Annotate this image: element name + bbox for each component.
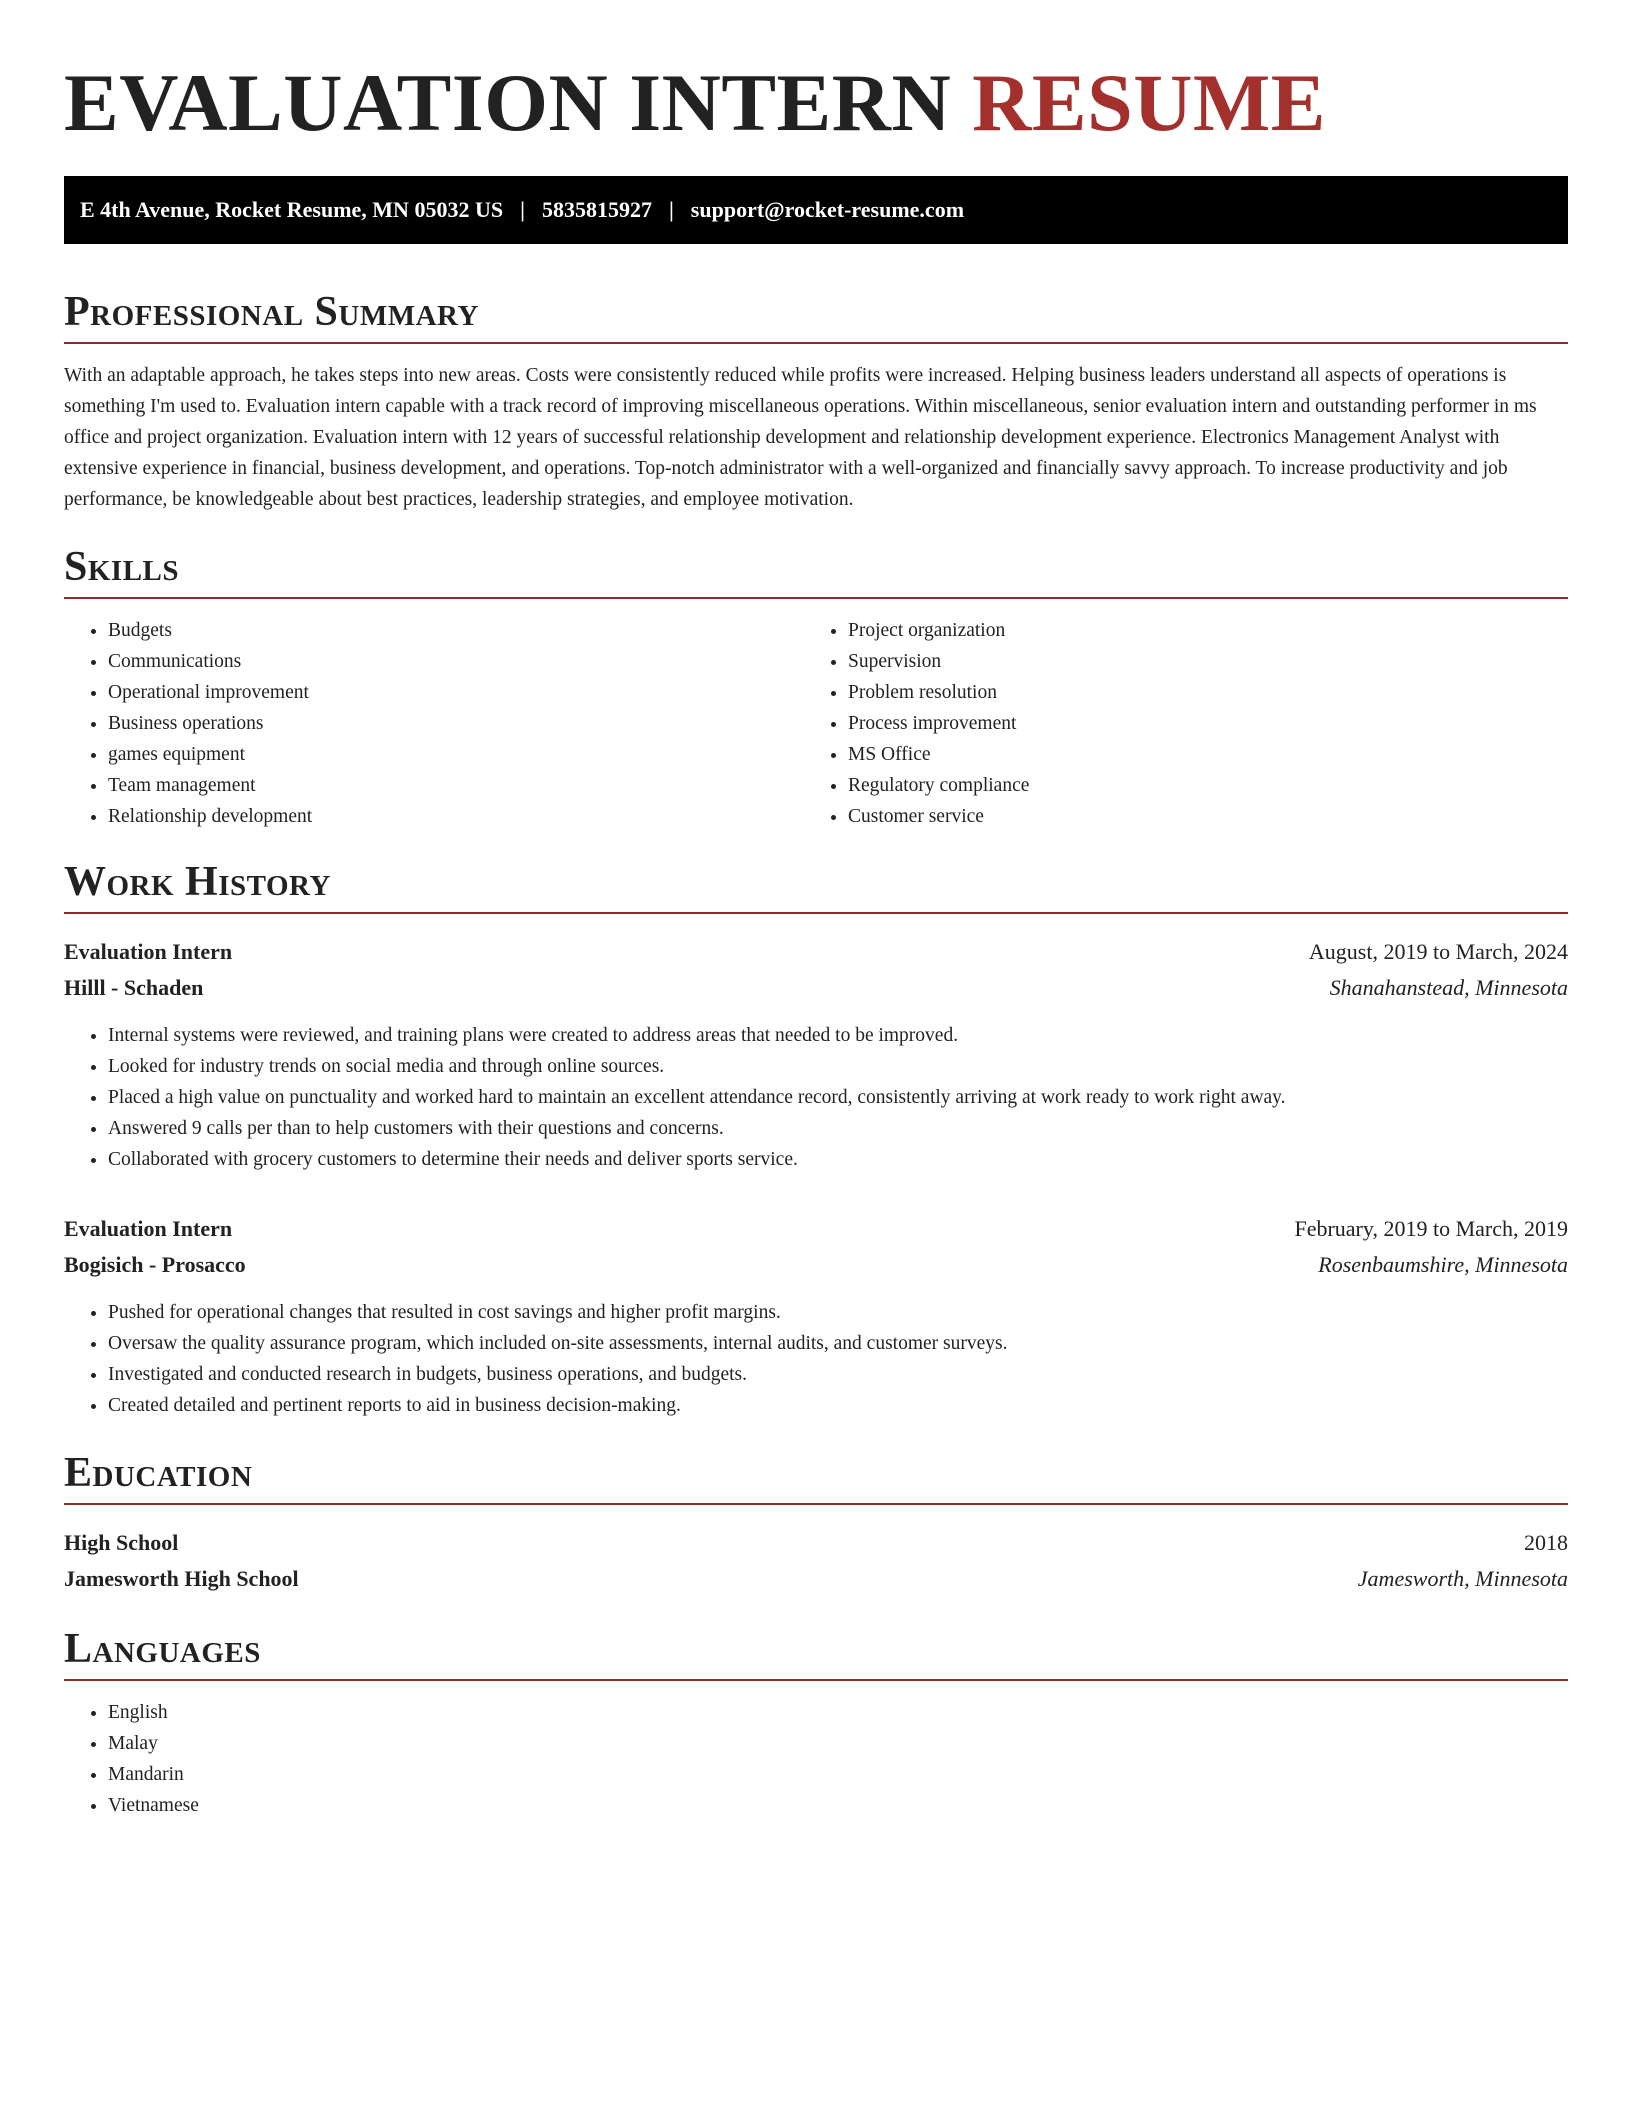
skill-item: • Project organization	[848, 615, 1544, 646]
job-company-row	[64, 970, 1568, 1006]
skill-item: • Supervision	[848, 646, 1544, 677]
contact-email: support@rocket-resume.com	[690, 197, 965, 222]
education-heading: Education	[64, 1449, 1568, 1505]
skill-item: • Business operations	[108, 708, 804, 739]
contact-bar	[64, 176, 1568, 244]
job-duty: • Internal systems were reviewed, and training plans were created to address areas that needed to be improved.	[108, 1020, 1568, 1051]
job-duty: • Answered 9 calls per than to help customers with their questions and concerns.	[108, 1113, 1568, 1144]
skill-item: • games equipment	[108, 739, 804, 770]
job-entry	[64, 1211, 1568, 1421]
job-title: Evaluation Intern	[64, 1216, 233, 1241]
job-title: Evaluation Intern	[64, 939, 233, 964]
job-entry	[64, 934, 1568, 1175]
job-company-row	[64, 1247, 1568, 1283]
contact-separator: |	[668, 197, 674, 222]
skill-item: • Budgets	[108, 615, 804, 646]
skill-item: • Communications	[108, 646, 804, 677]
contact-phone: 5835815927	[541, 197, 652, 222]
education-degree-row	[64, 1525, 1568, 1561]
job-duty: • Looked for industry trends on social media and through online sources.	[108, 1051, 1568, 1082]
education-year: 2018	[1524, 1530, 1568, 1555]
skills-heading: Skills	[64, 543, 1568, 599]
job-duty: • Pushed for operational changes that resulted in cost savings and higher profit margins.	[108, 1297, 1568, 1328]
skill-item: • Team management	[108, 770, 804, 801]
job-duties	[64, 1020, 1568, 1175]
languages-list	[64, 1697, 1568, 1821]
resume-title-accent: RESUME	[972, 57, 1326, 148]
skill-item: • Problem resolution	[848, 677, 1544, 708]
skills-grid	[64, 615, 1568, 832]
skills-list-right	[804, 615, 1544, 832]
job-duty: • Oversaw the quality assurance program, which included on-site assessments, internal audits, and customer surveys.	[108, 1328, 1568, 1359]
contact-address: E 4th Avenue, Rocket Resume, MN 05032 US	[80, 197, 504, 222]
language-item: • Mandarin	[108, 1759, 1568, 1790]
job-duty: • Collaborated with grocery customers to determine their needs and deliver sports service.	[108, 1144, 1568, 1175]
job-header-row	[64, 1211, 1568, 1247]
work-history-heading: Work History	[64, 858, 1568, 914]
skill-item: • Process improvement	[848, 708, 1544, 739]
job-duty: • Placed a high value on punctuality and worked hard to maintain an excellent attendance record, consistently arriving at work ready to work right away.	[108, 1082, 1568, 1113]
education-entry	[64, 1525, 1568, 1597]
job-dates: February, 2019 to March, 2019	[1294, 1216, 1568, 1241]
skill-item: • Regulatory compliance	[848, 770, 1544, 801]
resume-title-main: EVALUATION INTERN	[64, 57, 952, 148]
skill-item: • Customer service	[848, 801, 1544, 832]
job-duty: • Investigated and conducted research in budgets, business operations, and budgets.	[108, 1359, 1568, 1390]
skill-item: • Relationship development	[108, 801, 804, 832]
skills-section	[64, 543, 1568, 832]
skill-item: • MS Office	[848, 739, 1544, 770]
job-location: Rosenbaumshire, Minnesota	[1318, 1252, 1568, 1277]
job-duty: • Created detailed and pertinent reports to aid in business decision-making.	[108, 1390, 1568, 1421]
job-company: Hilll - Schaden	[64, 975, 204, 1000]
education-section	[64, 1449, 1568, 1597]
summary-heading: Professional Summary	[64, 288, 1568, 344]
work-history-section	[64, 858, 1568, 1421]
language-item: • English	[108, 1697, 1568, 1728]
language-item: • Vietnamese	[108, 1790, 1568, 1821]
education-school: Jamesworth High School	[64, 1566, 299, 1591]
job-company: Bogisich - Prosacco	[64, 1252, 246, 1277]
contact-separator: |	[520, 197, 525, 222]
education-school-row	[64, 1561, 1568, 1597]
skill-item: • Operational improvement	[108, 677, 804, 708]
languages-heading: Languages	[64, 1625, 1568, 1681]
summary-text: With an adaptable approach, he takes steps into new areas. Costs were consistently reduced while profits were increased. Helping business leaders understand all aspects of operations is something I'm used to. Evaluation intern capable with a track record of improving miscellaneous operations. Within miscellaneous, senior evaluation intern and outstanding performer in ms office and project organization. Evaluation intern with 12 years of successful relationship development and relationship development experience. Electronics Management Analyst with extensive experience in financial, business development, and operations. Top-notch administrator with a well-organized and financially savvy approach. To increase productivity and job performance, be knowledgeable about best practices, leadership strategies, and employee motivation.	[64, 365, 1537, 510]
job-dates: August, 2019 to March, 2024	[1308, 939, 1568, 964]
language-item: • Malay	[108, 1728, 1568, 1759]
job-location: Shanahanstead, Minnesota	[1329, 975, 1568, 1000]
summary-section	[64, 288, 1568, 515]
languages-section	[64, 1625, 1568, 1821]
skills-list-left	[64, 615, 804, 832]
resume-title	[64, 0, 1568, 148]
job-duties	[64, 1297, 1568, 1421]
education-degree: High School	[64, 1530, 179, 1555]
job-header-row	[64, 934, 1568, 970]
education-location: Jamesworth, Minnesota	[1357, 1566, 1568, 1591]
